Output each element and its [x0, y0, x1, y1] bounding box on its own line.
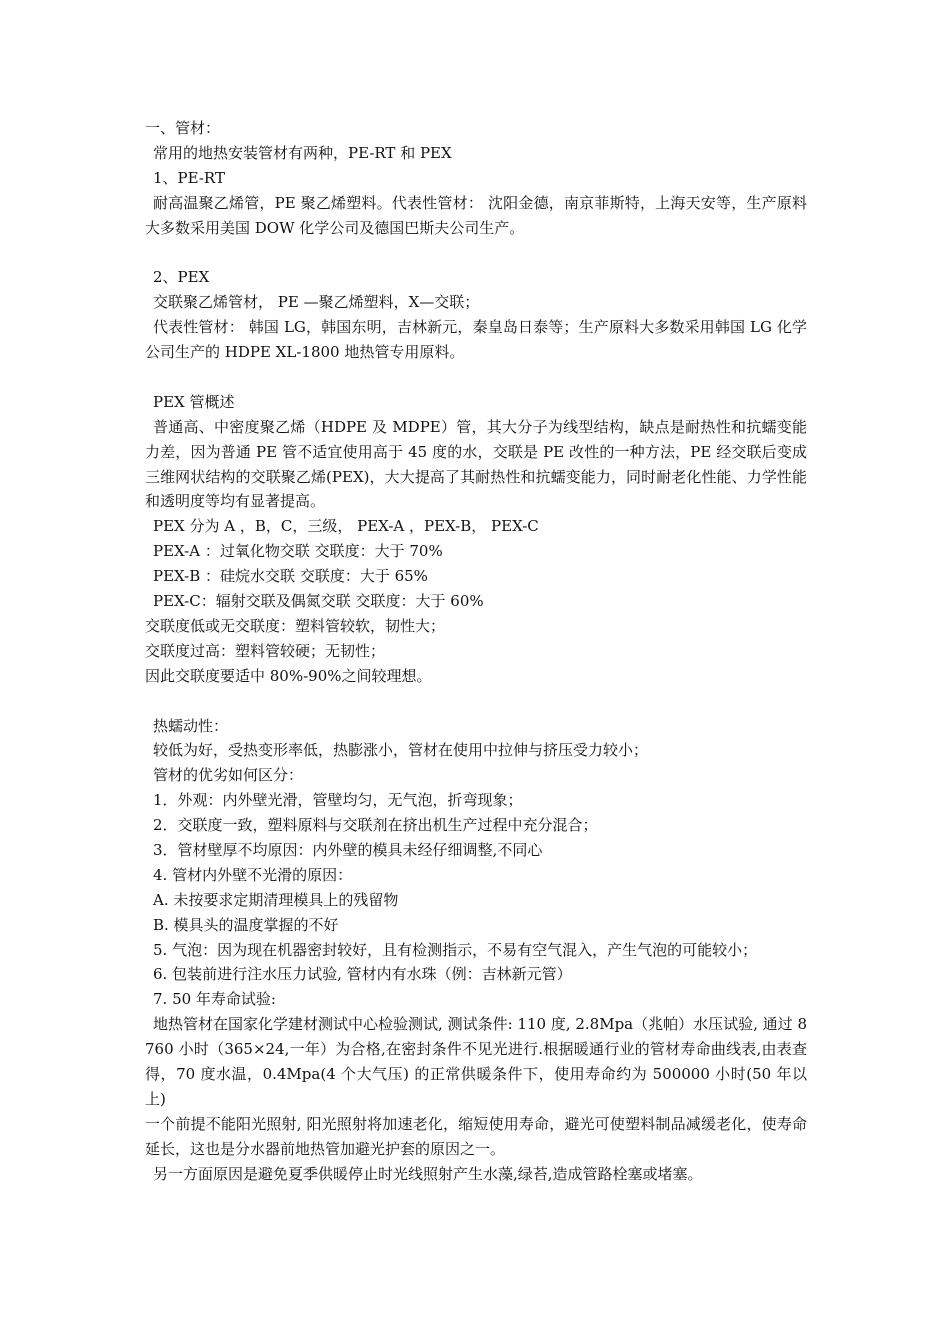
- list-item: A. 未按要求定期清理模具上的残留物: [153, 890, 399, 909]
- subheading-pex: 2、PEX: [153, 268, 210, 287]
- list-item: B. 模具头的温度掌握的不好: [153, 915, 339, 934]
- subheading-pe-rt: 1、PE-RT: [153, 168, 225, 187]
- document-body: [145, 116, 807, 1187]
- text-line: PEX-C：辐射交联及偶氮交联 交联度：大于 60%: [153, 592, 484, 611]
- list-item: 5. 气泡：因为现在机器密封较好，且有检测指示，不易有空气混入，产生气泡的可能较小；: [153, 940, 758, 959]
- paragraph-pe-rt: 耐高温聚乙烯管，PE 聚乙烯塑料。代表性管材： 沈阳金德，南京菲斯特，上海天安等，生产原料大多数采用美国 DOW 化学公司及德国巴斯夫公司生产。: [145, 193, 807, 237]
- blank-line: [145, 689, 807, 714]
- text-line: 交联聚乙烯管材， PE —聚乙烯塑料，X—交联；: [153, 293, 480, 312]
- list-item: 1．外观：内外壁光滑，管壁均匀，无气泡，折弯现象；: [153, 791, 523, 810]
- list-item: 7. 50 年寿命试验:: [153, 990, 276, 1009]
- text-line: 交联度过高：塑料管较硬；无韧性；: [145, 641, 386, 660]
- text-line: 另一方面原因是避免夏季供暖停止时光线照射产生水藻,绿苔,造成管路栓塞或堵塞。: [153, 1164, 703, 1183]
- text-line: PEX 分为 A ，B，C，三级， PEX-A ，PEX-B， PEX-C: [153, 517, 539, 536]
- text-line: 管材的优劣如何区分：: [153, 766, 304, 785]
- section-heading-pipes: 一、管材：: [145, 119, 221, 137]
- paragraph-life-test: 地热管材在国家化学建材测试中心检验测试, 测试条件: 110 度, 2.8Mpa（兆帕）水压试验, 通过 8760 小时（365×24,一年）为合格,在密封条件不见光进行.根据暖通行业的管材寿命曲线表,由表查得，70 度水温，0.4Mpa(4 个大气压) 的正常供暖条件下，使用寿命约为 500000 小时(50 年以上): [145, 1015, 807, 1108]
- subheading-thermal-creep: 热蠕动性：: [153, 716, 229, 735]
- text-line: 交联度低或无交联度：塑料管较软，韧性大；: [145, 616, 446, 635]
- blank-line: [145, 240, 807, 265]
- paragraph-pex-brands: 代表性管材： 韩国 LG，韩国东明，吉林新元，秦皇岛日泰等；生产原料大多数采用韩国 LG 化学公司生产的 HDPE XL-1800 地热管专用原料。: [145, 318, 807, 362]
- text-line: 常用的地热安装管材有两种，PE-RT 和 PEX: [153, 143, 452, 162]
- subheading-pex-overview: PEX 管概述: [153, 392, 235, 411]
- list-item: 2．交联度一致，塑料原料与交联剂在挤出机生产过程中充分混合；: [153, 816, 598, 835]
- list-item: 6. 包装前进行注水压力试验, 管材内有水珠（例：吉林新元管）: [153, 965, 572, 984]
- list-item: 4. 管材内外壁不光滑的原因：: [153, 865, 353, 884]
- text-line: 较低为好，受热变形率低，热膨涨小，管材在使用中拉伸与挤压受力较小；: [153, 741, 649, 760]
- list-item: 3．管材壁厚不均原因：内外壁的模具未经仔细调整,不同心: [153, 840, 543, 859]
- blank-line: [145, 365, 807, 390]
- paragraph-pex-overview: 普通高、中密度聚乙烯（HDPE 及 MDPE）管，其大分子为线型结构，缺点是耐热性和抗蠕变能力差，因为普通 PE 管不适宜使用高于 45 度的水，交联是 PE 改性的一种方法，PE 经交联后变成三维网状结构的交联聚乙烯(PEX)，大大提高了其耐热性和抗蠕变能力，同时耐老化性能、力学性能和透明度等均有显著提高。: [145, 417, 807, 511]
- paragraph-sunlight: 一个前提不能阳光照射, 阳光照射将加速老化，缩短使用寿命，避光可使塑料制品减缓老化，使寿命延长，这也是分水器前地热管加避光护套的原因之一。: [145, 1114, 807, 1158]
- text-line: PEX-B ：硅烷水交联 交联度：大于 65%: [153, 567, 428, 586]
- text-line: 因此交联度要适中 80%-90%之间较理想。: [145, 666, 432, 685]
- text-line: PEX-A ：过氧化物交联 交联度：大于 70%: [153, 542, 443, 561]
